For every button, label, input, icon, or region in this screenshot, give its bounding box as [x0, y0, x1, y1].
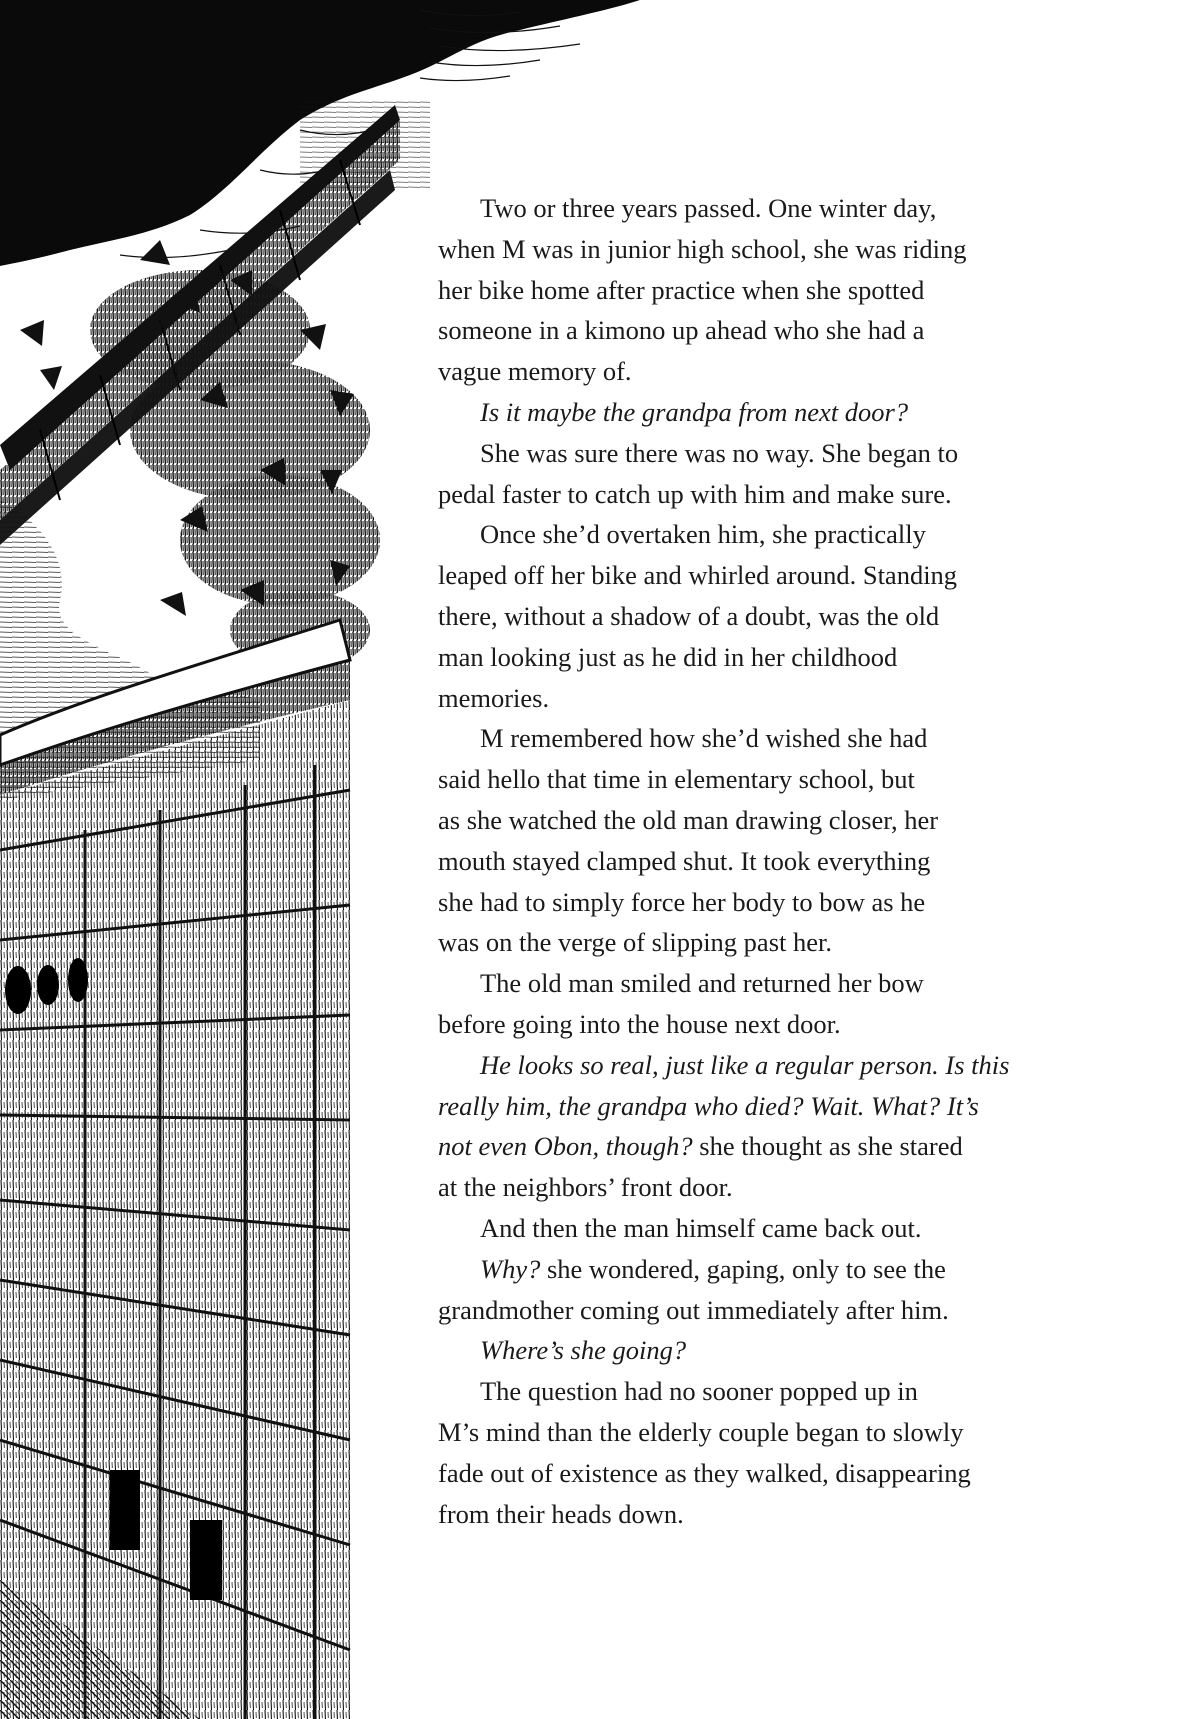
italic-text: Why? [480, 1253, 541, 1284]
text-segment: mouth stayed clamped shut. It took everything [438, 845, 931, 876]
text-line [438, 351, 998, 392]
text-line [438, 841, 998, 882]
text-segment: she wondered, gaping, only to see the [540, 1253, 946, 1284]
italic-text: really him, the grandpa who died? Wait. What? It’s [438, 1090, 979, 1121]
text-line [438, 1290, 998, 1331]
story-text [438, 188, 1010, 1534]
text-line [438, 637, 998, 678]
text-segment: before going into the house next door. [438, 1008, 841, 1039]
text-segment: M remembered how she’d wished she had [480, 723, 928, 754]
text-segment: leaped off her bike and whirled around. Standing [438, 560, 958, 591]
text-segment: from their heads down. [438, 1498, 684, 1529]
italic-text: Is it maybe the grandpa from next door? [480, 396, 909, 427]
text-segment: pedal faster to catch up with him and make sure. [438, 478, 952, 509]
text-line [438, 800, 998, 841]
text-line [438, 1453, 998, 1494]
text-line [438, 1086, 998, 1127]
text-segment: The old man smiled and returned her bow [480, 968, 924, 999]
text-line [438, 1167, 998, 1208]
text-segment: And then the man himself came back out. [480, 1212, 922, 1243]
text-line [438, 1371, 998, 1412]
text-line [438, 514, 998, 555]
text-segment: vague memory of. [438, 356, 632, 387]
text-segment: was on the verge of slipping past her. [438, 927, 832, 958]
text-line [438, 1412, 998, 1453]
stone-wall [0, 700, 350, 1719]
text-line [438, 718, 998, 759]
italic-text: not even Obon, though? [438, 1131, 693, 1162]
text-line [438, 1004, 998, 1045]
text-line [438, 229, 998, 270]
text-line [438, 1045, 1010, 1086]
text-segment: she had to simply force her body to bow as he [438, 886, 926, 917]
text-line [438, 188, 998, 229]
text-segment: when M was in junior high school, she was riding [438, 233, 967, 264]
text-line [438, 474, 998, 515]
text-segment: there, without a shadow of a doubt, was the old [438, 600, 940, 631]
text-segment: Two or three years passed. One winter day, [480, 193, 937, 223]
text-line [438, 1330, 998, 1371]
text-segment: man looking just as he did in her childhood [438, 641, 898, 672]
text-segment: She was sure there was no way. She began to [480, 437, 959, 468]
text-segment: at the neighbors’ front door. [438, 1172, 733, 1203]
text-line [438, 678, 998, 719]
text-segment: she thought as she stared [692, 1131, 963, 1162]
text-line [438, 310, 998, 351]
italic-text: He looks so real, just like a regular person. Is this [480, 1049, 1010, 1080]
text-line [438, 392, 998, 433]
text-line [438, 596, 998, 637]
text-line [438, 555, 998, 596]
text-line [438, 270, 998, 311]
text-segment: someone in a kimono up ahead who she had a [438, 315, 925, 346]
text-segment: The question had no sooner popped up in [480, 1376, 918, 1407]
text-segment: memories. [438, 682, 550, 713]
text-line [438, 759, 998, 800]
text-segment: M’s mind than the elderly couple began to slowly [438, 1416, 964, 1447]
text-line [438, 882, 998, 923]
text-line [438, 1494, 998, 1535]
italic-text: Where’s she going? [480, 1335, 687, 1366]
text-segment: fade out of existence as they walked, disappearing [438, 1457, 971, 1488]
text-line [438, 433, 998, 474]
text-line [438, 1249, 998, 1290]
text-segment: Once she’d overtaken him, she practically [480, 519, 926, 550]
text-line [438, 1208, 998, 1249]
text-line [438, 1126, 998, 1167]
text-segment: as she watched the old man drawing closer, her [438, 804, 939, 835]
text-segment: her bike home after practice when she spotted [438, 274, 925, 305]
text-segment: grandmother coming out immediately after him. [438, 1294, 949, 1325]
text-segment: said hello that time in elementary school, but [438, 764, 915, 795]
text-line [438, 922, 998, 963]
text-line [438, 963, 998, 1004]
